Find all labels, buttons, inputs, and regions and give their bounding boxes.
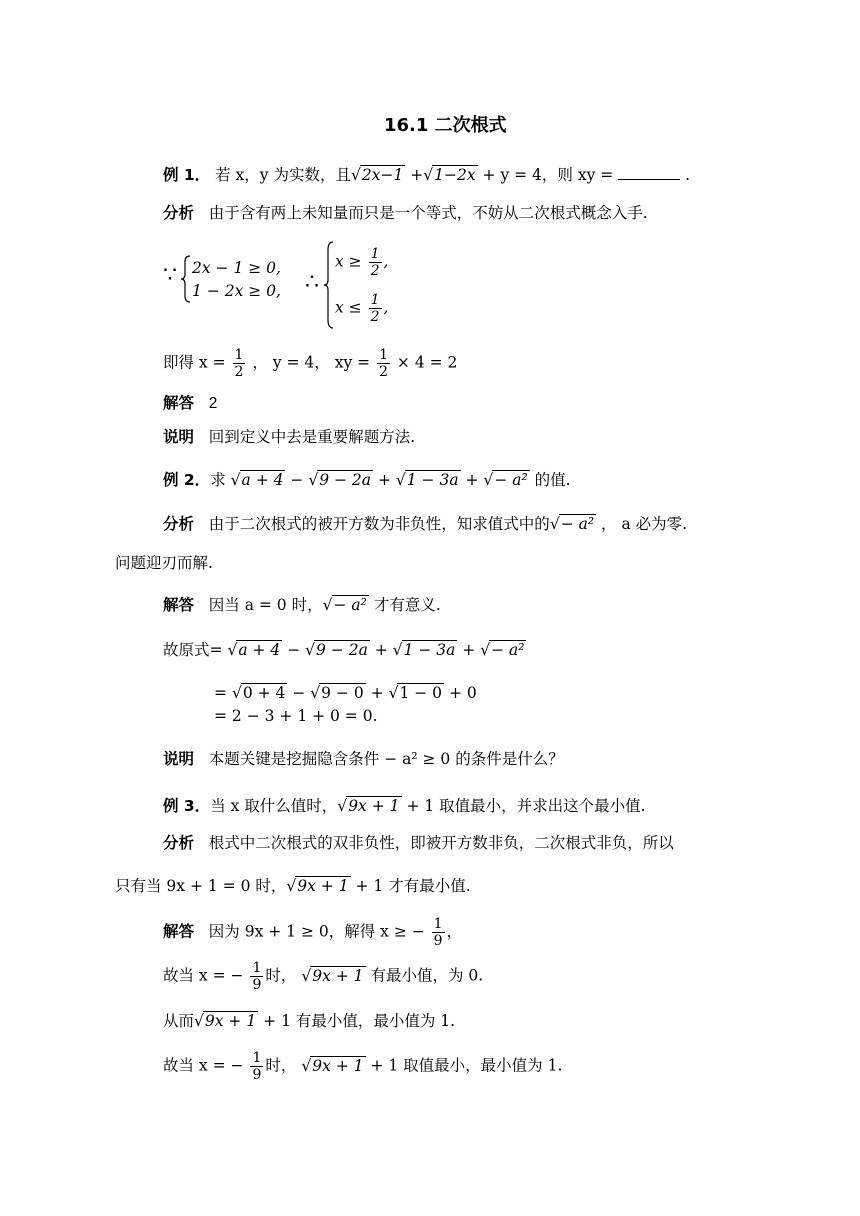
radical: 1 − 0 (399, 684, 443, 702)
radical: 9x + 1 (312, 1056, 364, 1075)
therefore-symbol: ∴ (305, 270, 319, 295)
text: 时， (265, 966, 297, 985)
radical: 1−2x (434, 166, 476, 184)
page-title: 16.1 二次根式 (384, 115, 507, 136)
example-text: + y = 4，则 xy = (482, 166, 614, 184)
text: 因为 9x + 1 ≥ 0，解得 x ≥ − (208, 922, 425, 941)
note-1 (163, 430, 415, 446)
text: + 0 (448, 684, 477, 702)
denominator: 2 (370, 263, 380, 280)
radical: − a² (494, 471, 528, 489)
analysis-label: 分析 (163, 834, 195, 852)
example-3 (163, 796, 646, 815)
answer-text: 2 (208, 395, 218, 412)
analysis-label: 分析 (163, 515, 195, 533)
numerator: 1 (234, 347, 244, 363)
radical: 1 − 3a (406, 471, 459, 489)
radical: − a² (560, 515, 595, 533)
inequality: x ≤ (335, 298, 362, 317)
system-line: 1 − 2x ≥ 0, (192, 282, 281, 301)
numerator: 1 (252, 1050, 262, 1066)
inequality: x ≥ (335, 252, 362, 271)
numerator: 1 (379, 347, 388, 363)
text: 才有意义. (373, 596, 441, 614)
numerator: 1 (370, 292, 380, 308)
example-1: 例 1． 若 x，y 为实数，且√ 2x−1 +√ 1−2x + y = 4，则 xy = . (163, 165, 690, 184)
text: + 1 有最小值，最小值为 1. (263, 1012, 456, 1030)
system-2-line-1 (335, 246, 388, 279)
brace-icon (323, 240, 335, 330)
answer-blank (618, 167, 680, 180)
text: 当 x 取什么值时， (210, 797, 338, 815)
text: + 1 取值最小，最小值为 1. (370, 1056, 563, 1075)
answer-3 (163, 916, 462, 949)
answer-label: 解答 (163, 596, 195, 614)
analysis-2-line-2: 问题迎刃而解. (115, 554, 213, 572)
radical: − a² (333, 596, 367, 614)
radical: 9x + 1 (348, 797, 400, 815)
answer-label: 解答 (163, 394, 195, 412)
text: 从而 (163, 1012, 195, 1030)
answer-label: 解答 (163, 922, 195, 941)
example-2: 例 2．求 √ a + 4 − √ 9 − 2a + √ 1 − 3a + √ − a² 的值. (163, 470, 571, 489)
radical: 9x + 1 (204, 1012, 257, 1030)
denominator: 2 (379, 364, 388, 381)
text: + 1 才有最小值. (355, 877, 471, 895)
text: ， a 必为零. (601, 515, 688, 533)
text: 的值. (534, 471, 571, 489)
text: 只有当 9x + 1 = 0 时， (115, 877, 287, 895)
radical: 9 − 2a (319, 471, 372, 489)
line-1 (163, 960, 483, 993)
radical: 9x + 1 (312, 966, 364, 985)
example-label: 例 1． (163, 166, 211, 184)
analysis-1 (163, 206, 648, 222)
note-text: 本题关键是挖掘隐含条件 − a² ≥ 0 的条件是什么？ (208, 750, 564, 768)
step-2: = 2 − 3 + 1 + 0 = 0. (214, 707, 378, 725)
brace-icon (180, 254, 192, 304)
answer-1 (163, 396, 217, 412)
system-1 (192, 257, 281, 304)
radical: 2x−1 (361, 166, 404, 184)
radical: 1 − 3a (403, 641, 456, 659)
numerator: 1 (252, 960, 262, 976)
text: 因当 a = 0 时， (208, 596, 323, 614)
text: × 4 = 2 (396, 353, 458, 372)
numerator: 1 (370, 246, 380, 262)
radical: 0 + 4 (242, 684, 286, 702)
text: 求 (210, 471, 226, 489)
original-expression: 故原式= √ a + 4 − √ 9 − 2a + √ 1 − 3a + √ − a² (163, 640, 526, 659)
denominator: 2 (370, 309, 380, 326)
note-2 (163, 752, 564, 768)
numerator: 1 (433, 916, 443, 932)
text: 根式中二次根式的双非负性，即被开方数非负，二次根式非负，所以 (208, 834, 674, 852)
result-1 (163, 347, 457, 380)
radical: 9 − 0 (321, 684, 364, 702)
analysis-text: 由于含有两上未知量而只是一个等式，不妨从二次根式概念入手. (208, 204, 648, 222)
denominator: 9 (252, 977, 262, 994)
note-text: 回到定义中去是重要解题方法. (208, 428, 416, 446)
text: 即得 x = (163, 353, 226, 372)
example-text: 若 x，y 为实数，且 (215, 166, 351, 184)
text: + 1 取值最小，并求出这个最小值. (406, 797, 646, 815)
because-symbol: ∵ (163, 263, 177, 288)
line-3 (163, 1050, 562, 1083)
text: 故当 x = − (163, 966, 244, 985)
text: ， y = 4， xy = (252, 353, 371, 372)
denominator: 9 (252, 1067, 262, 1084)
note-label: 说明 (163, 428, 195, 446)
analysis-2 (163, 514, 687, 533)
equals: = (214, 684, 227, 702)
answer-2 (163, 595, 441, 614)
note-label: 说明 (163, 750, 195, 768)
text: 由于二次根式的被开方数为非负性，知求值式中的 (208, 515, 550, 533)
system-line: 2x − 1 ≥ 0, (192, 259, 281, 277)
system-2-line-2 (335, 292, 388, 325)
comma: , (383, 252, 389, 271)
line-2 (163, 1011, 455, 1030)
radical: a + 4 (238, 641, 281, 659)
radical: − a² (491, 641, 525, 659)
radical: 9 − 2a (316, 641, 368, 659)
analysis-label: 分析 (163, 204, 195, 222)
analysis-3-line-2 (115, 876, 471, 895)
radical: 9x + 1 (297, 877, 349, 895)
comma: , (383, 298, 389, 317)
period: . (685, 166, 691, 184)
text: 时， (265, 1056, 297, 1075)
radical: a + 4 (241, 471, 284, 489)
text: 故原式= (163, 641, 223, 659)
text: ， (446, 922, 463, 941)
text: 故当 x = − (163, 1056, 244, 1075)
text: 有最小值，为 0. (370, 966, 484, 985)
analysis-3 (163, 836, 674, 852)
step-1: = √ 0 + 4 − √ 9 − 0 + √ 1 − 0 + 0 (214, 683, 477, 702)
example-label: 例 2． (163, 471, 211, 489)
denominator: 2 (234, 364, 244, 381)
denominator: 9 (433, 933, 443, 950)
example-label: 例 3． (163, 797, 211, 815)
